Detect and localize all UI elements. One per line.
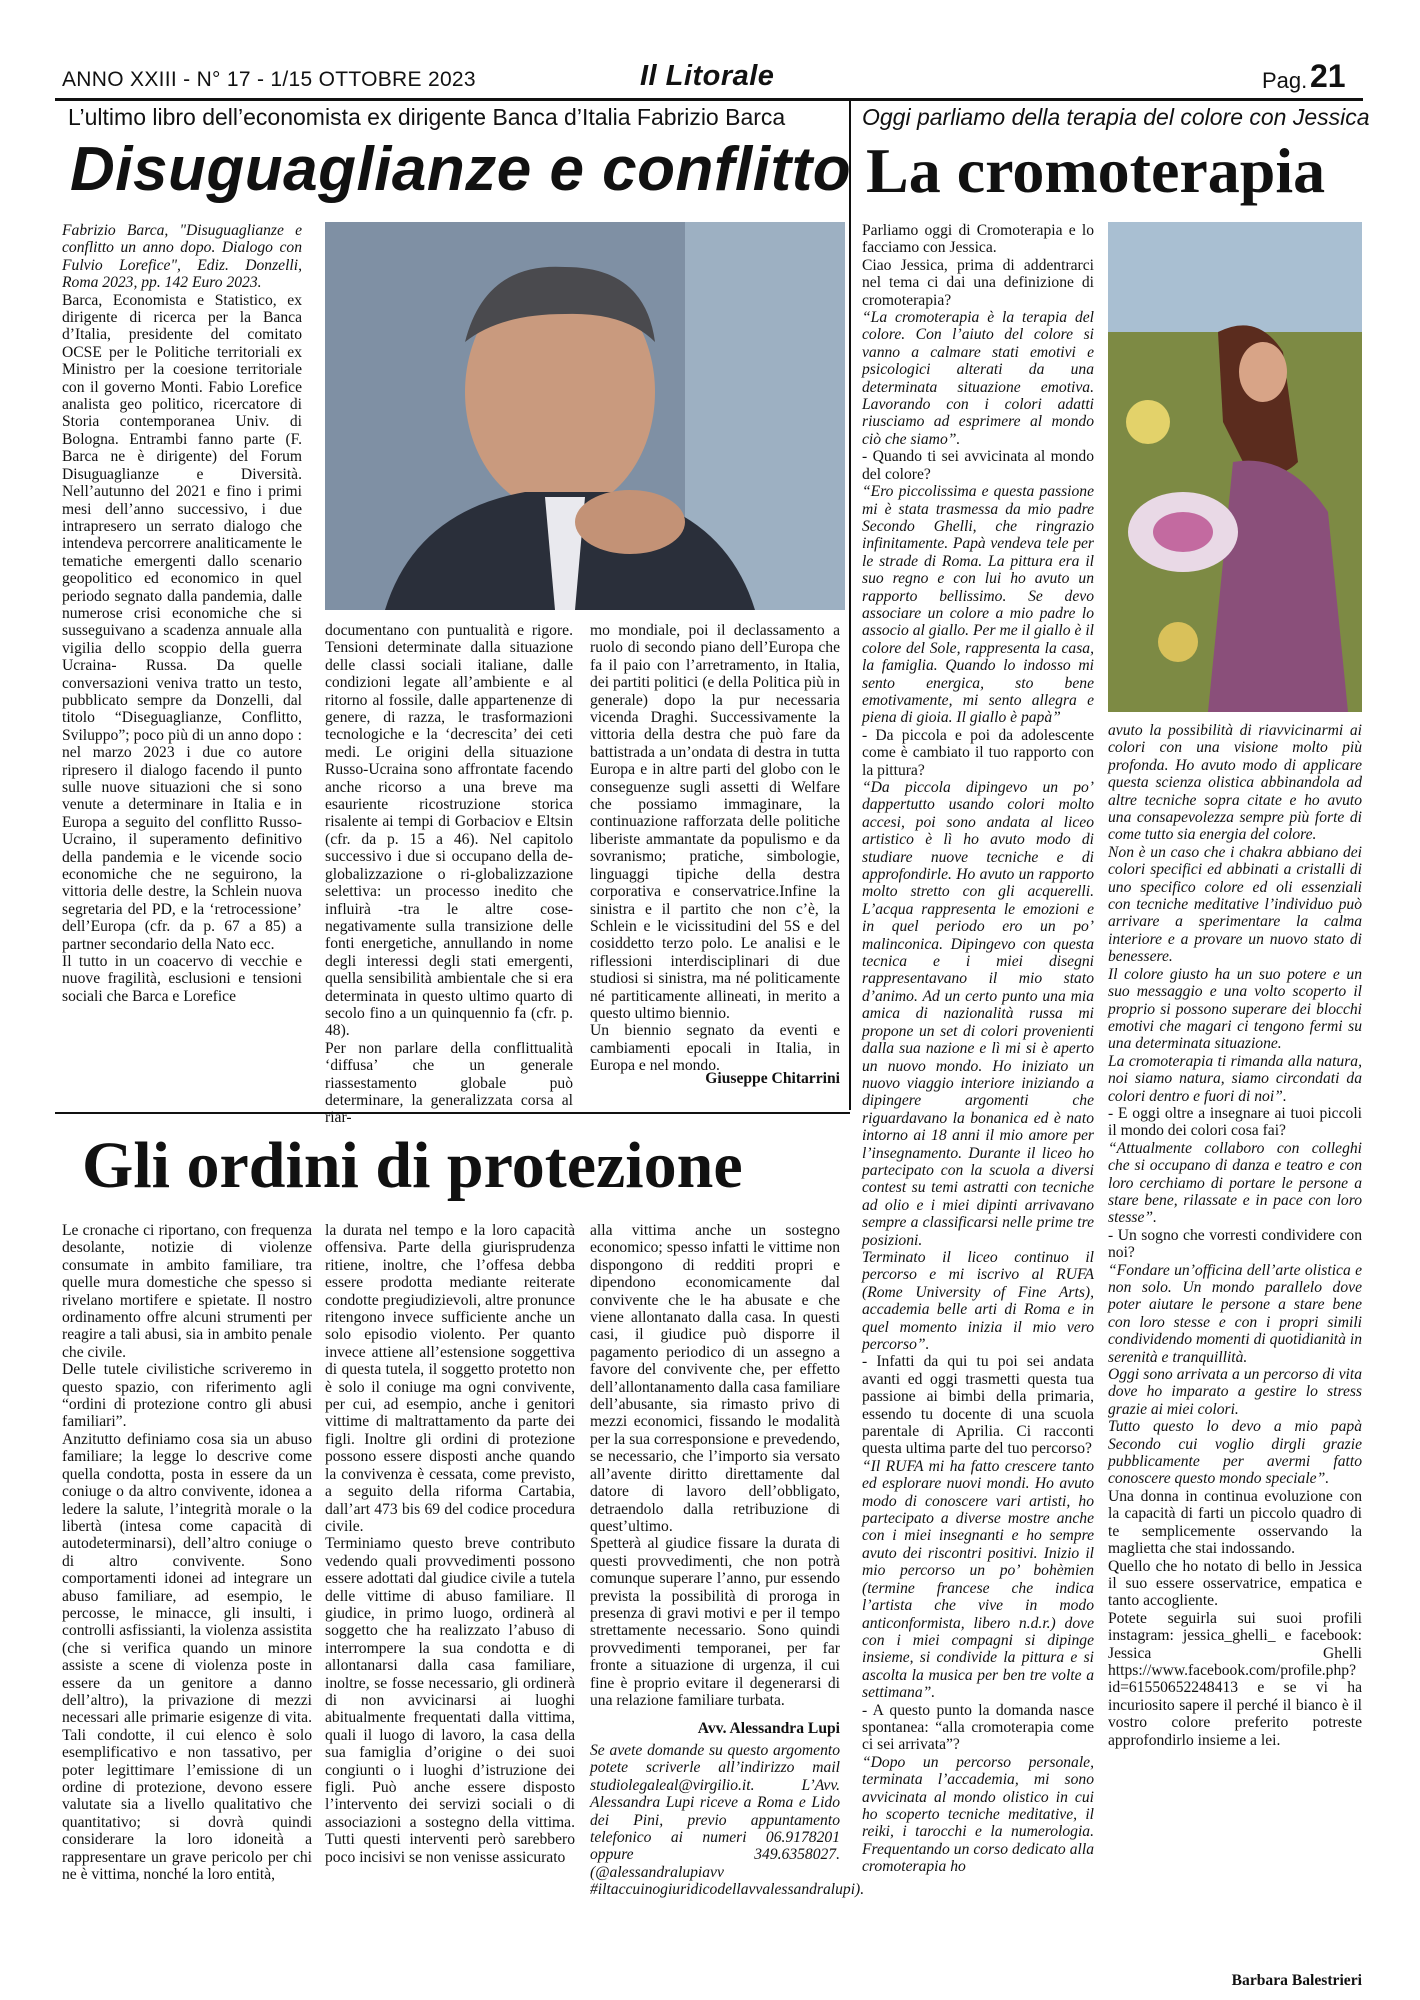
paragraph: “Fondare un’officina dell’arte olistica e non solo. Un mondo parallelo dove poter aiutare le persone a stare bene con loro stesse e con i propri simili condividendo momenti di quotidianità in serenità e tranquillità. [1108,1261,1362,1366]
paragraph: alla vittima anche un sostegno economico; spesso infatti le vittime non dispongono di redditi propri e dipendono economicamente dal convivente che le ha abusate e che viene allontanato dalla casa. In questi casi, il giudice può disporre il pagamento periodico di un assegno a favore del convivente che, per effetto dell’allontanamento dalla casa familiare dell’abusante, sia rimasto privo di mezzi economici, fissando le modalità per la sua corresponsione e prevedendo, se necessario, che l’importo sia versato all’avente diritto direttamente dal datore di lavoro dell’obbligato, detraendolo dalla retribuzione di quest’ultimo. [590,1222,840,1535]
barca-column-3 [590,622,840,1075]
paragraph: Delle tutele civilistiche scriveremo in questo spazio, con riferimento agli “ordini di protezione contro gli abusi familiari”. [62,1361,312,1431]
barca-column-1 [62,222,302,1092]
barca-portrait-photo [325,222,845,610]
paragraph: Le cronache ci riportano, con frequenza desolante, notizie di violenze consumate in ambito familiare, tra quelle mura domestiche che spesso si rivelano mortifere e spietate. Il nostro ordinamento offre alcuni strumenti per reagire a tali abusi, sia in ambito penale che civile. [62,1222,312,1361]
protezione-contact-text: Se avete domande su questo argomento potete scriverle all’indirizzo mail studiolegaleal@virgilio.it. L’Avv. Alessandra Lupi riceve a Roma e Lido dei Pini, previo appuntamento telefonico ai numeri 06.9178201 oppure 349.6358027. (@alessandralupiavv #iltaccuinogiuridicodellavvalessandralupi). [590,1742,865,1899]
issue-line: ANNO XXIII - N° 17 - 1/15 OTTOBRE 2023 [62,68,476,91]
cromo-signature: Barbara Balestrieri [1231,1972,1362,1989]
barca-kicker: L’ultimo libro dell’economista ex dirigente Banca d’Italia Fabrizio Barca [68,104,786,130]
paragraph: avuto la possibilità di riavvicinarmi ai colori con una visione molto più profonda. Ho avuto modo di applicare questa scienza olistica abbinandola ad altre tecniche sopra citate e ho avuto una consapevolezza sempre più forte di come tutto sia energia del colore. [1108,722,1362,844]
jessica-photo-illustration [1108,222,1362,712]
column-divider [849,100,851,1110]
paragraph: Un biennio segnato da eventi e cambiamenti epocali in Italia, in Europa e nel mondo. [590,1022,840,1075]
newspaper-name: Il Litorale [640,60,775,92]
top-rule [55,98,1363,101]
paragraph: documentano con puntualità e rigore. Tensioni determinate dalla situazione delle classi sociali italiane, dalle condizioni legate all’ambiente e al ritorno al fossile, dalle appartenenze di genere, di razza, le trasformazioni tecnologiche e la ‘decrescita’ dei ceti medi. Le origini della situazione Russo-Ucraina sono affrontate facendo anche ricorso a una breve ma esauriente ricostruzione storica risalente ai tempi di Gorbaciov e Eltsin (cfr. da p. 15 a 46). Nel capitolo successivo i due si occupano della de-globalizzazione o ri-globalizzazione selettiva: un processo inedito che influirà -tra le altre cose- negativamente sulla transizione delle fonti energetiche, annullando in nome degli interessi degli stati emergenti, quella sensibilità ambientale che si era determinata in questo ultimo quarto di secolo fino a un quinquennio fa (cfr. p. 48). [325,622,573,1040]
protezione-column-2 [325,1222,575,1982]
page-label: Pag. [1262,68,1308,93]
paragraph: Per non parlare della conflittualità ‘diffusa’ che un generale riassestamento globale può determinare, la generalizzata corsa al riar- [325,1039,573,1127]
paragraph: “Da piccola dipingevo un po’ dappertutto usando colori molto accesi, poi sono andata al liceo artistico è lì ho avuto modo di studiare nuove tecniche e di approfondirle. Ho avuto un rapporto molto stretto con gli acquerelli. L’acqua rappresenta le emozioni e in quel periodo ero un po’ malinconica. Dipingevo con questa tecnica e i miei disegni rappresentavano il mio stato d’animo. Ad un certo punto una mia amica di nazionalità russa mi propone un set di colori provenienti dalla sua nazione e lì mi si è aperto un nuovo mondo. Ho iniziato un nuovo viaggio interiore iniziando a dipingere argomenti che riguardavano la bonanica ed è nato intorno ai 18 anni il mio amore per l’insegnamento. Durante il liceo ho partecipato con la scuola a diversi contest su temi astratti con tecniche ad olio e i miei dipinti arrivavano sempre a classificarsi nelle prime tre posizioni. [862,779,1094,1249]
protezione-contact [590,1742,865,1982]
protezione-column-1 [62,1222,312,1982]
paragraph: La cromoterapia ti rimanda alla natura, noi siamo natura, siamo circondati da colori dentro e fuori di noi”. [1108,1052,1362,1105]
paragraph: - E oggi oltre a insegnare ai tuoi piccoli il mondo dei colori cosa fai? [1108,1104,1362,1140]
paragraph: - A questo punto la domanda nasce spontanea: “alla cromoterapia come ci sei arrivata”? [862,1701,1094,1754]
barca-signature: Giuseppe Chitarrini [705,1070,840,1087]
jessica-photo [1108,222,1362,712]
paragraph: Fabrizio Barca, "Disuguaglianze e conflitto un anno dopo. Dialogo con Fulvio Lorefice", Ediz. Donzelli, Roma 2023, pp. 142 Euro 2023. [62,222,302,292]
paragraph: Parliamo oggi di Cromoterapia e lo facciamo con Jessica. [862,222,1094,257]
paragraph: Tutto questo lo devo a mio papà Secondo cui voglio dirgli grazie pubblicamente per avermi fatto conoscere questo mondo speciale”. [1108,1418,1362,1488]
paragraph: - Da piccola e poi da adolescente come è cambiato il tuo rapporto con la pittura? [862,726,1094,779]
paragraph: mo mondiale, poi il declassamento a ruolo di secondo piano dell’Europa che fa il paio con l’arretramento, in Italia, dei partiti politici (e della Politica più in generale) dopo la pur necessaria vicenda Draghi. Successivamente la vittoria della destra che può fare da battistrada a un’ondata di destra in tutta Europa e in altre parti del globo con le conseguenze sugli assetti di Welfare che possiamo immaginare, la continuazione rafforzata delle politiche liberiste ammantate da populismo e da sovranismo; pratiche, simbologie, linguaggi tipiche della destra corporativa e conservatrice.Infine la sinistra e il partito che non c’è, la Schlein e le vicissitudini del 5S e del cosiddetto terzo polo. Le analisi e le riflessioni interdisciplinari di due studiosi si sinistra, ma né politicamente né partiticamente allineati, in merito a questo ultimo biennio. [590,622,840,1022]
paragraph: Terminato il liceo continuo il percorso e mi iscrivo al RUFA (Rome University of Fine Arts), accademia belle arti di Roma e in quel momento inizia il mio vero percorso”. [862,1248,1094,1353]
barca-portrait-illustration [325,222,845,610]
paragraph: Il tutto in un coacervo di vecchie e nuove fragilità, esclusioni e tensioni sociali che Barca e Lorefice [62,953,302,1005]
paragraph: Terminiamo questo breve contributo vedendo quali provvedimenti possono essere adottati dal giudice civile a tutela delle vittime di abuso familiare. Il giudice, in primo luogo, ordinerà al soggetto che ha realizzato l’abuso di interrompere la sua condotta e di allontanarsi dalla casa familiare, inoltre, se fosse necessario, gli ordinerà di non avvicinarsi ai luoghi abitualmente frequentati dalla vittima, quali il luogo di lavoro, la casa della sua famiglia d’origine o dei suoi congiunti o i luoghi d’istruzione dei figli. Può anche essere disposto l’intervento dei servizi sociali o di associazioni a sostegno della vittima. Tutti questi interventi però sarebbero poco incisivi se non venisse assicurato [325,1535,575,1866]
paragraph: Il colore giusto ha un suo potere e un suo messaggio e una volto scoperto il proprio si possono superare dei blocchi emotivi che magari ci tengono fermi su una determinata situazione. [1108,965,1362,1053]
paragraph: Oggi sono arrivata a un percorso di vita dove ho imparato a gestire lo stress grazie ai miei colori. [1108,1366,1362,1418]
barca-headline: Disuguaglianze e conflitto [70,135,852,204]
paragraph: la durata nel tempo e la loro capacità offensiva. Parte della giurisprudenza ritiene, inoltre, che l’offesa debba essere prodotta mediante reiterate condotte pregiudizievoli, altre pronunce ritengono invece sufficiente anche un solo episodio violento. Per quanto invece attiene all’estensione soggettiva di questa tutela, il soggetto protetto non è solo il coniuge ma ogni convivente, per cui, ad esempio, anche i genitori vittime di maltrattamento da parte dei figli. Inoltre gli ordini di protezione possono essere disposti anche quando la convivenza è cessata, come previsto, a seguito della riforma Cartabia, dall’art 473 bis 69 del codice procedura civile. [325,1222,575,1535]
protezione-headline: Gli ordini di protezione [82,1129,743,1202]
paragraph: - Un sogno che vorresti condividere con noi? [1108,1226,1362,1262]
paragraph: “La cromoterapia è la terapia del colore. Con l’aiuto del colore si vanno a calmare stati emotivi e psicologici alterati da una determinata situazione emotiva. Lavorando con i colori adatti riusciamo ad esprimere al mondo ciò che siamo”. [862,309,1094,448]
cromo-column-1 [862,222,1094,1982]
protezione-column-3 [590,1222,840,1710]
paragraph: “Attualmente collaboro con colleghi che si occupano di danza e teatro e con loro cerchiamo di portare le persone a stare bene, rilassate e in pace con loro stesse”. [1108,1139,1362,1227]
paragraph: “Ero piccolissima e questa passione mi è stata trasmessa da mio padre Secondo Ghelli, che ringrazio infinitamente. Papà vendeva tele per le strade di Roma. La pittura era il suo regno e con lui ho avuto un rapporto bellissimo. Se devo associare un colore a mio padre lo associo al giallo. Per me il giallo è il colore del Sole, rappresenta la casa, la famiglia. Quando lo indosso mi sento energica, sto bene emotivamente, mi sento allegra e piena di gioia. Il giallo è papà” [862,483,1094,727]
paragraph: Una donna in continua evoluzione con la capacità di farti un piccolo quadro di te semplicemente osservando la maglietta che stai indossando. [1108,1487,1362,1558]
paragraph: - Infatti da qui tu poi sei andata avanti ed oggi trasmetti questa tua passione ai bimbi della primaria, essendo tu docente di una scuola parentale di Aprilia. Ci racconti questa ultima parte del tuo percorso? [862,1353,1094,1458]
cromo-column-2 [1108,722,1362,1962]
paragraph: Barca, Economista e Statistico, ex dirigente di ricerca per la Banca d’Italia, presidente del comitato OCSE per le Politiche territoriali ex Ministro per la coesione territoriale con il governo Monti. Fabio Lorefice analista geo politico, ricercatore di Storia contemporanea Univ. di Bologna. Entrambi fanno parte (F. Barca ne è dirigente) del Forum Disuguaglianze e Diversità. Nell’autunno del 2021 e fino i primi mesi dell’anno successivo, i due intrapresero un serrato dialogo che intendeva percorrere analiticamente le tematiche emergenti dallo scenario geopolitico ed economico in quel periodo segnato dalla pandemia, dalle numerose crisi economiche che si susseguivano a scadenza annuale alla vigilia dello scoppio della guerra Ucraina- Russa. Da quelle conversazioni veniva tratto un testo, pubblicato sempre da Donzelli, dal titolo “Diseguaglianze, Conflitto, Sviluppo”; poco più di un anno dopo : nel marzo 2023 i due co autore ripresero il dialogo facendo il punto sulle nuove situazioni che si sono venute a determinare in Italia e in Europa a seguito del conflitto Russo-Ucraino, il superamento definitivo della pandemia e le vicende socio economiche che ne seguirono, la vittoria delle destre, la Schlein nuova segretaria del PD, e la ‘retrocessione’ dell’Europa (cfr. da p. 67 a 85) a partner secondario della Nato ecc. [62,291,302,953]
paragraph: Potete seguirla sui suoi profili instagram: jessica_ghelli_ e facebook: Jessica Ghelli https://www.facebook.com/profile.php?id=61550652248413 e se vi ha incuriosito sapere il perché il bianco è il vostro colore preferito potreste approfondirlo insieme a lei. [1108,1609,1362,1749]
paragraph: Spetterà al giudice fissare la durata di questi provvedimenti, che non potrà comunque superare l’anno, pur essendo prevista la possibilità di proroga in presenza di gravi motivi e per il tempo strettamente necessario. Sono quindi provvedimenti temporanei, per far fronte a situazione di urgenza, il cui fine è proprio evitare il degenerarsi di una relazione familiare turbata. [590,1535,840,1709]
paragraph: “Dopo un percorso personale, terminata l’accademia, mi sono avvicinata al mondo olistico in cui ho scoperto tecniche meditative, il reiki, i tarocchi e la numerologia. Frequentando un corso dedicato alla cromoterapia ho [862,1753,1094,1876]
barca-column-2 [325,622,573,1127]
paragraph: - Quando ti sei avvicinata al mondo del colore? [862,448,1094,483]
cromo-headline: La cromoterapia [866,135,1326,206]
paragraph: Anzitutto definiamo cosa sia un abuso familiare; la legge lo descrive come quella condotta, posta in essere da un coniuge o da altro convivente, idonea a ledere la salute, l’integrità morale o la libertà (intesa come capacità di autodeterminarsi), dell’altro coniuge o di altro convivente. Sono comportamenti idonei ad integrare un abuso familiare, ad esempio, le percosse, le minacce, gli insulti, i controlli asfissianti, la violenza assistita (che si verifica quando un minore assiste a scene di violenza poste in essere da un genitore a danno dell’altro), la privazione di mezzi necessari alle primarie esigenze di vita. Tali condotte, il cui elenco è solo esemplificativo e non tassativo, per poter legittimare l’emissione di un ordine di protezione, devono essere valutate sia a livello qualitativo che quantitativo; si dovrà quindi considerare la loro idoneità a rappresentare un grave pericolo per chi ne è vittima, nonché la loro entità, [62,1430,312,1884]
paragraph: Non è un caso che i chakra abbiano dei colori specifici ed abbinati a cristalli di uno specifico colore ed oli essenziali con tecniche meditative l’individuo può arrivare a sperimentare la calma interiore e a provare un nuovo stato di benessere. [1108,843,1362,966]
protezione-signature: Avv. Alessandra Lupi [697,1720,840,1737]
page-number: 21 [1310,58,1346,94]
paragraph: Ciao Jessica, prima di addentrarci nel tema ci dai una definizione di cromoterapia? [862,256,1094,309]
cromo-kicker: Oggi parliamo della terapia del colore con Jessica [862,104,1370,130]
paragraph: Quello che ho notato di bello in Jessica il suo essere osservatrice, empatica e tanto accogliente. [1108,1557,1362,1610]
paragraph: “Il RUFA mi ha fatto crescere tanto ed esplorare nuovi mondi. Ho avuto modo di conoscere vari artisti, ho partecipato a diverse mostre anche con i miei insegnanti e ho sempre avuto dei riscontri positivi. Inizio il mio percorso un po’ bohèmien (termine francese che indica l’artista che vive in modo anticonformista, libero n.d.r.) dove con i miei compagni si dipinge insieme, si condivide la pittura e si ascolta la musica per ben tre volte a settimana”. [862,1457,1094,1702]
